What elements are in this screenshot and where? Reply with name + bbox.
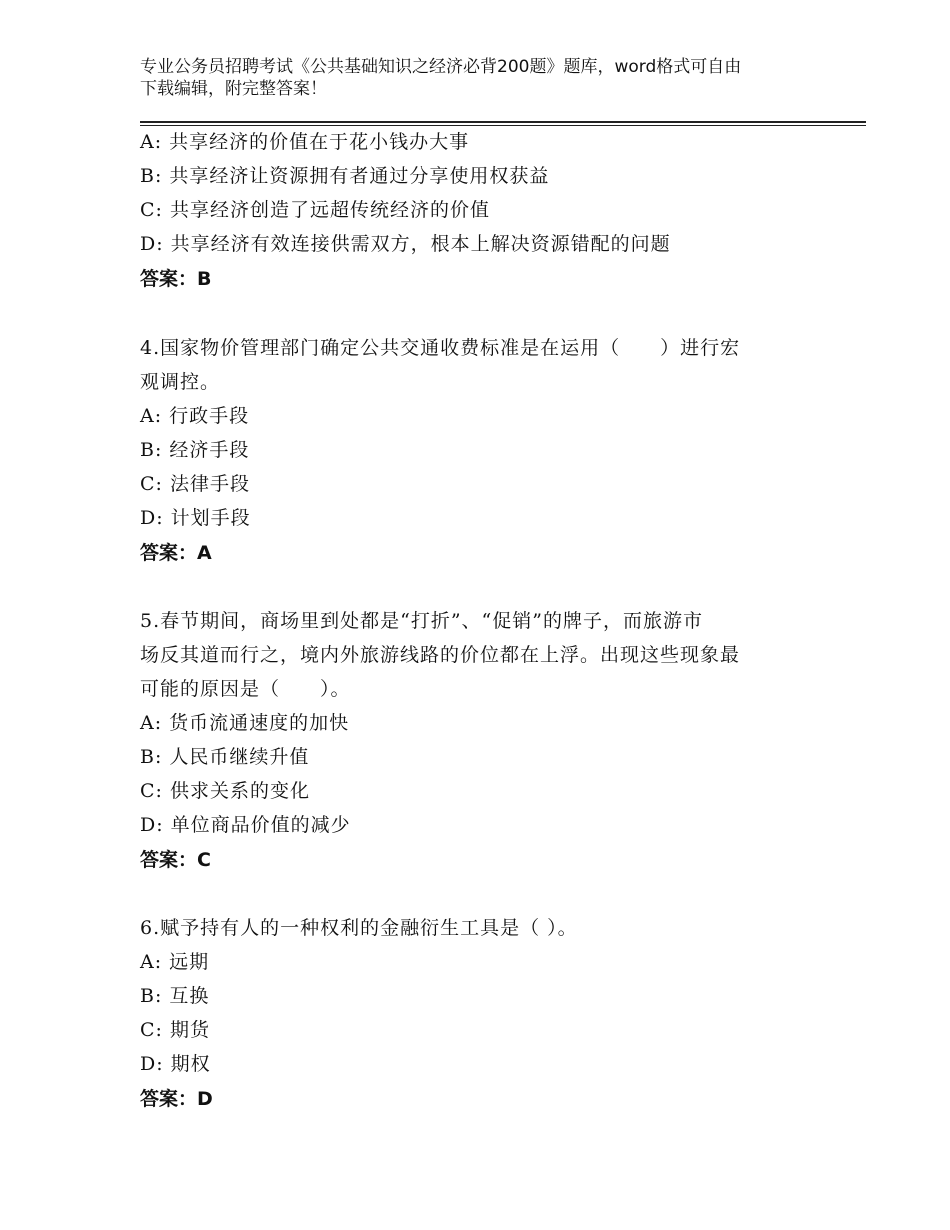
q6-stem-line-1: 6.赋予持有人的一种权利的金融衍生工具是（ ）。 <box>140 917 578 939</box>
q5-stem-line-3: 可能的原因是（ ）。 <box>140 678 351 700</box>
q3-option-d: D: 共享经济有效连接供需双方，根本上解决资源错配的问题 <box>140 233 671 255</box>
q5-option-a: A: 货币流通速度的加快 <box>140 712 350 734</box>
q3-option-a: A: 共享经济的价值在于花小钱办大事 <box>140 131 470 153</box>
q6-option-d: D: 期权 <box>140 1053 211 1075</box>
q5-option-c: C: 供求关系的变化 <box>140 780 310 802</box>
q6-option-c: C: 期货 <box>140 1019 210 1041</box>
q4-option-b: B: 经济手段 <box>140 439 250 461</box>
header-rule-thin <box>140 125 866 126</box>
q6-answer: 答案：D <box>140 1088 213 1110</box>
q5-option-d: D: 单位商品价值的减少 <box>140 814 351 836</box>
q3-option-b: B: 共享经济让资源拥有者通过分享使用权获益 <box>140 165 550 187</box>
q6-option-b: B: 互换 <box>140 985 210 1007</box>
q4-answer: 答案：A <box>140 542 212 564</box>
header-line-1: 专业公务员招聘考试《公共基础知识之经济必背200题》题库，word格式可自由 <box>140 57 742 77</box>
q3-answer: 答案：B <box>140 268 212 290</box>
q4-option-d: D: 计划手段 <box>140 507 251 529</box>
header-line-2: 下载编辑，附完整答案！ <box>140 79 327 99</box>
q4-stem-line-2: 观调控。 <box>140 371 221 393</box>
q5-stem-line-1: 5.春节期间，商场里到处都是“打折”、“促销”的牌子，而旅游市 <box>140 610 703 632</box>
q6-option-a: A: 远期 <box>140 951 210 973</box>
q3-option-c: C: 共享经济创造了远超传统经济的价值 <box>140 199 490 221</box>
q5-stem-line-2: 场反其道而行之，境内外旅游线路的价位都在上浮。出现这些现象最 <box>140 644 741 666</box>
q4-option-c: C: 法律手段 <box>140 473 250 495</box>
q4-stem-line-1: 4.国家物价管理部门确定公共交通收费标准是在运用（ ）进行宏 <box>140 337 741 359</box>
q5-option-b: B: 人民币继续升值 <box>140 746 310 768</box>
q5-answer: 答案：C <box>140 849 211 871</box>
document-header <box>140 56 810 100</box>
header-rule-thick <box>140 121 866 123</box>
q4-option-a: A: 行政手段 <box>140 405 250 427</box>
